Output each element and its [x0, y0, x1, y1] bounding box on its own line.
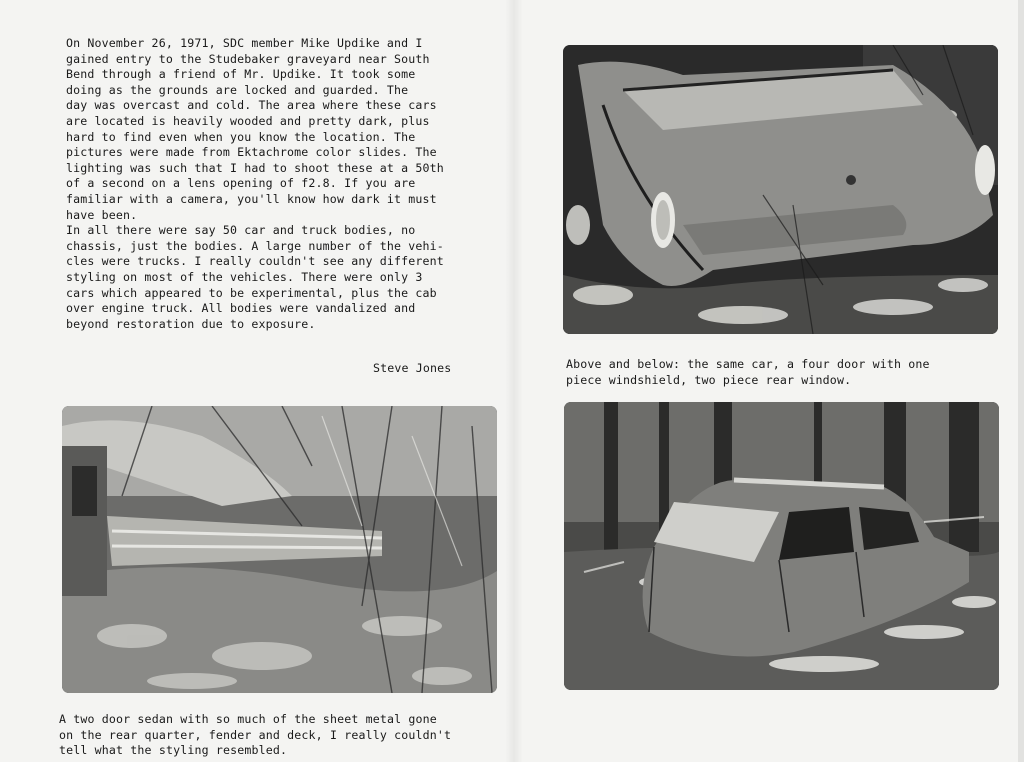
car-rear-image	[563, 45, 998, 334]
author-signature: Steve Jones	[373, 361, 452, 375]
page-gutter	[505, 0, 523, 762]
photo-caption-right: Above and below: the same car, a four door with one piece windshield, two piece rear window.	[566, 357, 930, 387]
photo-four-door-car	[564, 402, 999, 690]
sedan-wreck-image	[62, 406, 497, 693]
article-body	[66, 36, 496, 332]
photo-two-door-sedan	[62, 406, 497, 693]
article-paragraph-1: On November 26, 1971, SDC member Mike Updike and I gained entry to the Studebaker graveyard near South Bend through a friend of Mr. Updike. It took some doing as the grounds are locked and guarded. The day was overcast and cold. The area where these cars are located is heavily wooded and pretty dark, plus hard to find even when you know the location. The pictures were made from Ektachrome color slides. The lighting was such that I had to shoot these at a 50th of a second on a lens opening of f2.8. If you are familiar with a camera, you'll know how dark it must have been.	[66, 36, 444, 222]
photo-caption-left: A two door sedan with so much of the sheet metal gone on the rear quarter, fender and deck, I really couldn't tell what the styling resembled.	[59, 712, 452, 757]
article-paragraph-2: In all there were say 50 car and truck bodies, no chassis, just the bodies. A large number of the vehi- cles were trucks. I really couldn't see any different styling on most of the vehicles. There were only 3 cars which appeared to be experimental, plus the cab over engine truck. All bodies were vandalized and beyond restoration due to exposure.	[66, 223, 444, 331]
four-door-car-image	[564, 402, 999, 690]
page-edge	[1018, 0, 1024, 762]
photo-car-rear	[563, 45, 998, 334]
